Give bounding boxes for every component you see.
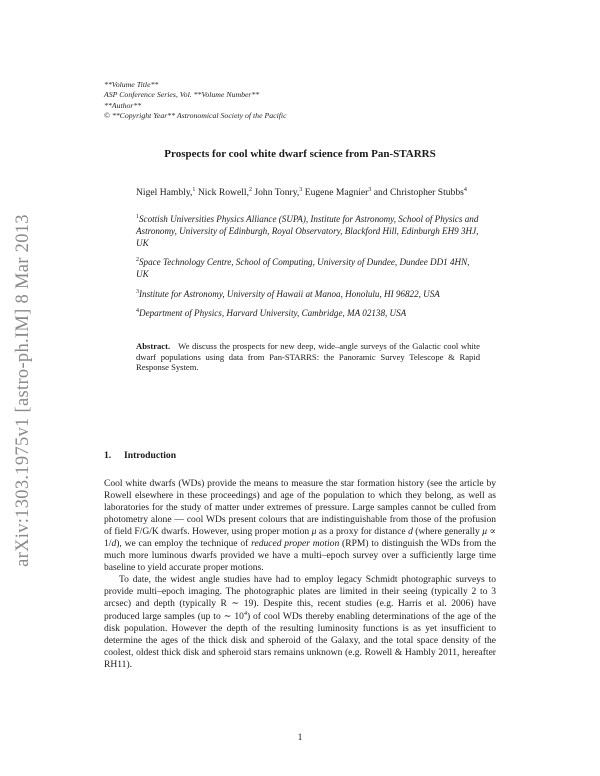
author-name: and Christopher Stubbs [373,187,464,199]
author-name: John Tonry, [254,187,300,199]
author-name: Nick Rowell, [197,187,249,199]
copyright-line: © **Copyright Year** Astronomical Society of the Pacific [104,111,287,121]
affiliation-number: 4 [136,308,139,315]
body-text [104,478,496,671]
arxiv-identifier-text: arXiv:1303.1975v1 [astro-ph.IM] 8 Mar 2013 [12,213,33,567]
section-number: 1. [104,450,112,461]
arxiv-identifier-stamp [10,180,36,600]
author-affiliation-mark: 2 [248,187,252,193]
section-heading [104,450,176,461]
author-placeholder: **Author** [104,100,142,110]
affiliation-text: Institute for Astronomy, University of Hawaii at Manoa, Honolulu, HI 96822, USA [139,288,440,299]
abstract-text: We discuss the prospects for new deep, wide–angle surveys of the Galactic cool white dwarf populations using data from Pan-STARRS: the Panoramic Survey Telescope & Rapid Response System. [136,341,480,373]
abstract-label: Abstract. [136,341,171,351]
affiliation [136,212,480,250]
text-run: as a proxy for distance [316,526,409,538]
author-affiliation-mark: 1 [192,187,196,193]
affiliation-number: 3 [136,288,139,295]
affiliation-number: 2 [136,257,139,264]
emphasis-text: reduced proper motion [251,538,340,550]
text-run: ∝ 1/ [104,526,496,550]
text-run: ) of cool WDs thereby enabling determinations of the age of the disk population. However the depth of the resulting luminosity functions is as yet insufficient to determine the ages of the thick disk and spheroid of the Galaxy, and the total space density of the coolest, oldest thick disk and spheroid stars remains unknown (e.g. Rowell & Hambly 2011, hereafter RH11). [104,610,496,670]
conference-header [104,80,287,122]
text-run: Cool white dwarfs (WDs) provide the means to measure the star formation history (see the article by Rowell elsewhere in these proceedings) and age of the population to which they belong, as well as laboratories for the study of matter under extremes of pressure. Large samples cannot be culled from photometry alone — cool WDs present colours that are indistinguishable from those of the profusion of field F/G/K dwarfs. However, using proper motion [104,478,496,538]
paragraph [104,574,496,670]
math-symbol: μ [311,526,317,538]
abstract [136,341,480,373]
author-name: Eugene Magnier [304,187,369,199]
text-run: (RPM) to distinguish the WDs from the much more luminous dwarfs provided we have a multi–epoch survey over a sufficiently large time baseline to yield accurate proper motions. [104,538,496,574]
author-affiliation-mark: 3 [368,187,372,193]
text-run: ), we can employ the technique of [116,538,252,550]
affiliation-text: Space Technology Centre, School of Computing, University of Dundee, Dundee DD1 4HN, UK [136,257,470,280]
text-run: To date, the widest angle studies have had to employ legacy Schmidt photographic surveys to provide multi–epoch imaging. The photographic plates are limited in their seeing (typically 2 to 3 arcsec) and depth (typically R ∼ 19). Despite this, recent studies (e.g. Harris et al. 2006) have produced large samples (up to ∼ 10 [104,574,496,622]
author-name: Nigel Hambly, [136,187,193,199]
affiliation-text: Department of Physics, Harvard University, Cambridge, MA 02138, USA [139,308,407,319]
affiliation-text: Scottish Universities Physics Alliance (SUPA), Institute for Astronomy, School of Physics and Astronomy, University of Edinburgh, Royal Observatory, Blackford Hill, Edinburgh EH9 3HJ, UK [136,214,479,248]
affiliation-number: 1 [136,214,139,220]
superscript-exponent: 4 [243,610,247,617]
section-title: Introduction [124,450,177,461]
author-list [136,184,480,199]
affiliation-list [136,212,480,325]
paper-title: Prospects for cool white dwarf science from Pan-STARRS [164,148,436,160]
volume-title: **Volume Title** [104,80,159,89]
math-symbol: d [408,526,413,538]
author-affiliation-mark: 4 [463,187,467,193]
math-symbol: d [111,538,117,550]
math-symbol: μ [482,526,488,538]
page-number: 1 [297,732,303,743]
author-affiliation-mark: 3 [299,187,303,193]
affiliation [136,255,480,281]
affiliation [136,287,480,301]
paragraph [104,478,496,574]
series-line: ASP Conference Series, Vol. **Volume Number** [104,90,260,100]
text-run: (where generally [412,526,483,538]
affiliation [136,306,480,320]
